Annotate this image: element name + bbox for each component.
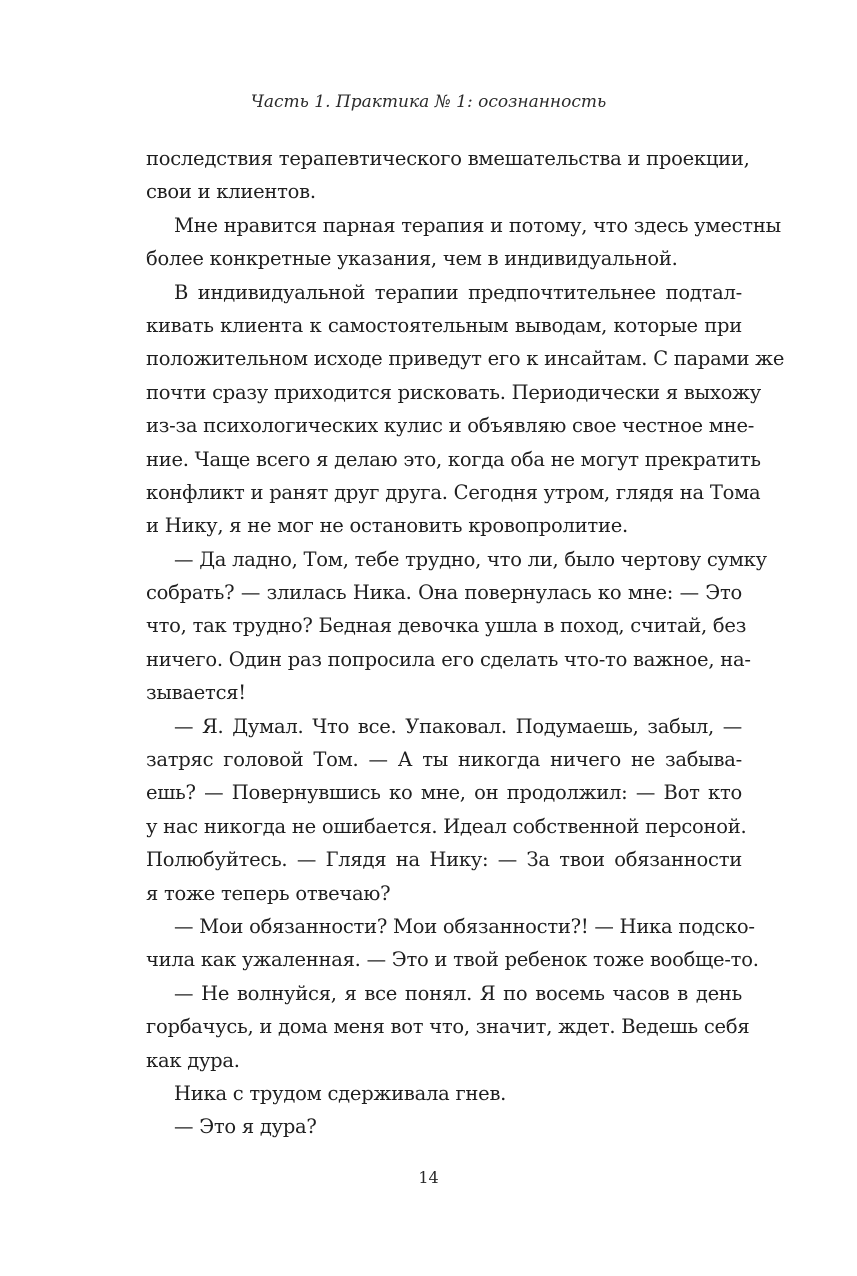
text-line: затряс головой Том. — А ты никогда ничего не забыва- — [146, 748, 742, 772]
text-line: из-за психологических кулис и объявляю свое честное мне- — [146, 414, 755, 438]
text-line: я тоже теперь отвечаю? — [146, 881, 391, 905]
text-line: Ника с трудом сдерживала гнев. — [174, 1081, 507, 1105]
text-line: — Я. Думал. Что все. Упаковал. Подумаешь, забыл, — — [174, 714, 742, 738]
text-line: и Нику, я не мог не остановить кровопролитие. — [146, 514, 628, 538]
text-line: что, так трудно? Бедная девочка ушла в поход, считай, без — [146, 614, 747, 638]
text-line: — Не волнуйся, я все понял. Я по восемь часов в день — [174, 981, 742, 1005]
text-line: — Да ладно, Том, тебе трудно, что ли, было чертову сумку — [174, 547, 767, 571]
text-line: Полюбуйтесь. — Глядя на Нику: — За твои обязанности — [146, 848, 742, 872]
text-line: чила как ужаленная. — Это и твой ребенок тоже вообще-то. — [146, 948, 759, 972]
text-line: ние. Чаще всего я делаю это, когда оба не могут прекратить — [146, 447, 761, 471]
text-line: собрать? — злилась Ника. Она повернулась ко мне: — Это — [146, 581, 742, 605]
text-line: конфликт и ранят друг друга. Сегодня утром, глядя на Тома — [146, 480, 761, 504]
text-line: — Мои обязанности? Мои обязанности?! — Ника подско- — [174, 914, 755, 938]
text-line: В индивидуальной терапии предпочтительнее подтал- — [174, 280, 742, 304]
text-line: более конкретные указания, чем в индивидуальной. — [146, 247, 678, 271]
running-title: Часть 1. Практика № 1: осознанность — [250, 92, 607, 112]
text-line: положительном исходе приведут его к инсайтам. С парами же — [146, 347, 785, 371]
text-line: кивать клиента к самостоятельным выводам, которые при — [146, 313, 742, 337]
text-line: ничего. Один раз попросила его сделать что-то важное, на- — [146, 647, 751, 671]
text-line: горбачусь, и дома меня вот что, значит, ждет. Ведешь себя — [146, 1015, 750, 1039]
text-line: как дура. — [146, 1048, 240, 1072]
text-line: почти сразу приходится рисковать. Периодически я выхожу — [146, 380, 762, 404]
text-line: последствия терапевтического вмешательства и проекции, — [146, 147, 750, 170]
text-line: свои и клиентов. — [146, 180, 316, 204]
text-line: — Это я дура? — [174, 1115, 317, 1139]
page-number: 14 — [418, 1168, 439, 1187]
text-line: Мне нравится парная терапия и потому, что здесь уместны — [174, 213, 781, 237]
text-line: у нас никогда не ошибается. Идеал собственной персоной. — [146, 814, 747, 838]
text-line: ешь? — Повернувшись ко мне, он продолжил: — Вот кто — [146, 781, 742, 805]
body-text — [146, 142, 785, 1144]
text-line: зывается! — [146, 681, 246, 705]
